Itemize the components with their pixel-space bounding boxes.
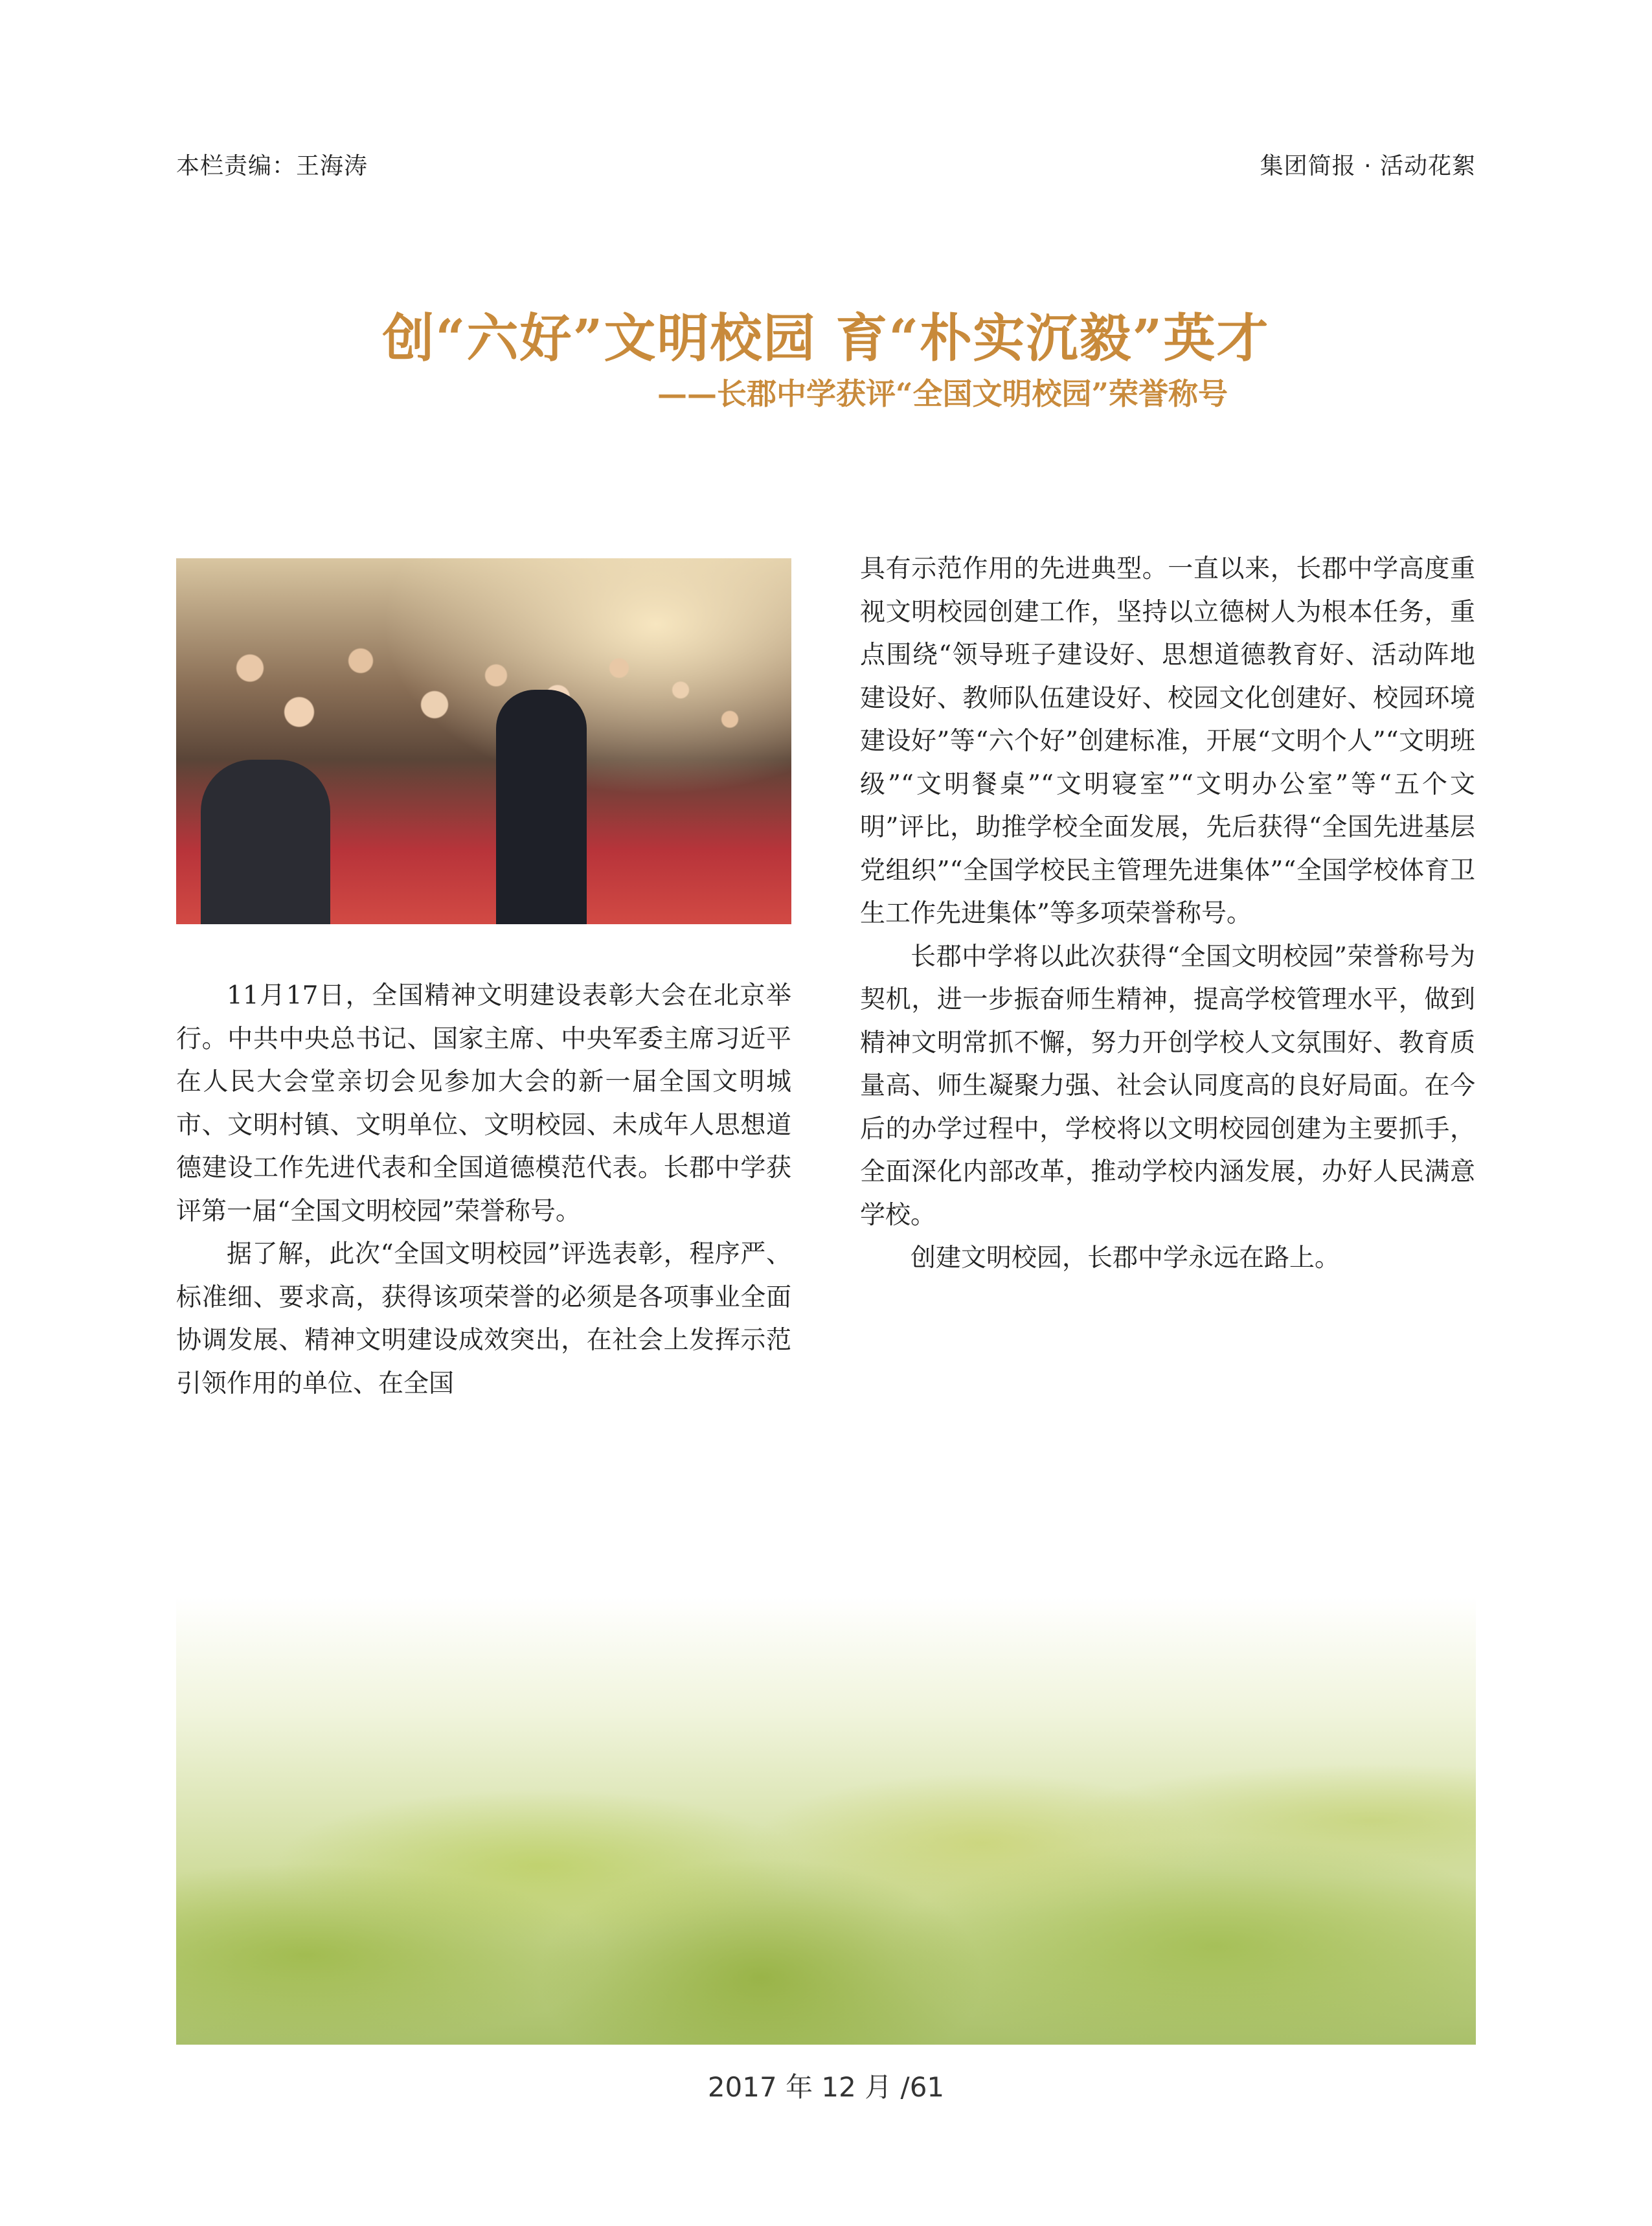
decorative-leaves-image — [176, 1596, 1476, 2045]
news-photo — [176, 558, 791, 924]
paragraph: 具有示范作用的先进典型。一直以来，长郡中学高度重视文明校园创建工作，坚持以立德树人为根本任务，重点围绕“领导班子建设好、思想道德教育好、活动阵地建设好、教师队伍建设好、校园文化创建好、校园环境建设好”等“六个好”创建标准，开展“文明个人”“文明班级”“文明餐桌”“文明寝室”“文明办公室”等“五个文明”评比，助推学校全面发展，先后获得“全国先进基层党组织”“全国学校民主管理先进集体”“全国学校体育卫生工作先进集体”等多项荣誉称号。 — [860, 554, 1475, 928]
paragraph: 创建文明校园，长郡中学永远在路上。 — [911, 1244, 1341, 1273]
article-subtitle: ——长郡中学获评“全国文明校园”荣誉称号 — [657, 376, 1228, 411]
paragraph: 据了解，此次“全国文明校园”评选表彰，程序严、标准细、要求高，获得该项荣誉的必须是各项事业全面协调发展、精神文明建设成效突出，在社会上发挥示范引领作用的单位、在全国 — [176, 1240, 791, 1398]
left-column — [176, 975, 791, 1405]
section-label: 集团简报 · 活动花絮 — [1260, 153, 1476, 179]
photo-figure-left — [201, 760, 330, 924]
column-editor-label: 本栏责编：王海涛 — [176, 153, 368, 179]
paragraph: 11月17日，全国精神文明建设表彰大会在北京举行。中共中央总书记、国家主席、中央军委主席习近平在人民大会堂亲切会见参加大会的新一届全国文明城市、文明村镇、文明单位、文明校园、未成年人思想道德建设工作先进代表和全国道德模范代表。长郡中学获评第一届“全国文明校园”荣誉称号。 — [176, 981, 791, 1226]
photo-figure-center — [496, 690, 587, 924]
article-title: 创“六好”文明校园 育“朴实沉毅”英才 — [382, 308, 1270, 369]
paragraph: 长郡中学将以此次获得“全国文明校园”荣誉称号为契机，进一步振奋师生精神，提高学校管理水平，做到精神文明常抓不懈，努力开创学校人文氛围好、教育质量高、师生凝聚力强、社会认同度高的良好局面。在今后的办学过程中，学校将以文明校园创建为主要抓手，全面深化内部改革，推动学校内涵发展，办好人民满意学校。 — [860, 942, 1475, 1230]
right-column — [860, 548, 1475, 1280]
page-footer: 2017 年 12 月 /61 — [707, 2071, 945, 2103]
